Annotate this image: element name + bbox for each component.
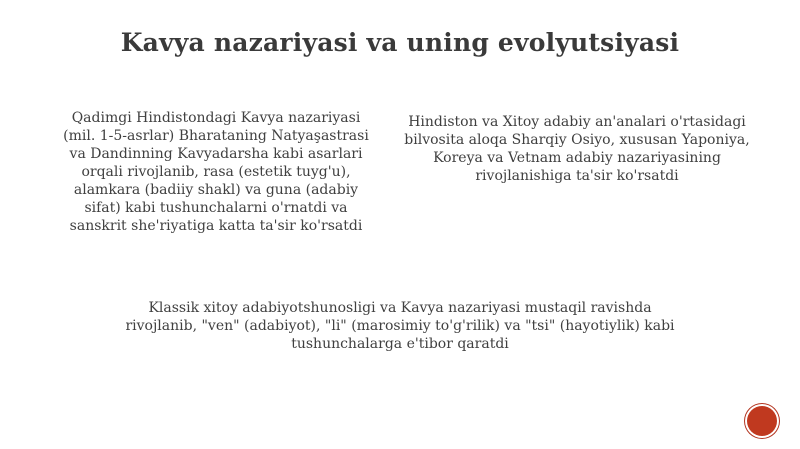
slide-title: Kavya nazariyasi va uning evolyutsiyasi [120, 28, 680, 57]
text-block-left: Qadimgi Hindistondagi Kavya nazariyasi (mil. 1-5-asrlar) Bharataning Natyaşastrasi va Dandinning Kavyadarsha kabi asarlari orqali rivojlanib, rasa (estetik tuyg'u), alamkara (badiiy shakl) va guna (adabiy sifat) kabi tushunchalarni o'rnatdi va sanskrit she'riyatiga katta ta'sir ko'rsatdi [63, 110, 369, 234]
text-block-bottom: Klassik xitoy adabiyotshunosligi va Kavya nazariyasi mustaqil ravishda rivojlanib, "ven" (adabiyot), "li" (marosimiy to'g'rilik) va "tsi" (hayotiylik) kabi tushunchalarga e'tibor qaratdi [125, 300, 675, 352]
text-block-right: Hindiston va Xitoy adabiy an'analari o'rtasidagi bilvosita aloqa Sharqiy Osiyo, xususan Yaponiya, Koreya va Vetnam adabiy nazariyasining rivojlanishiga ta'sir ko'rsatdi [404, 114, 750, 184]
circle-button-icon[interactable] [747, 406, 777, 436]
